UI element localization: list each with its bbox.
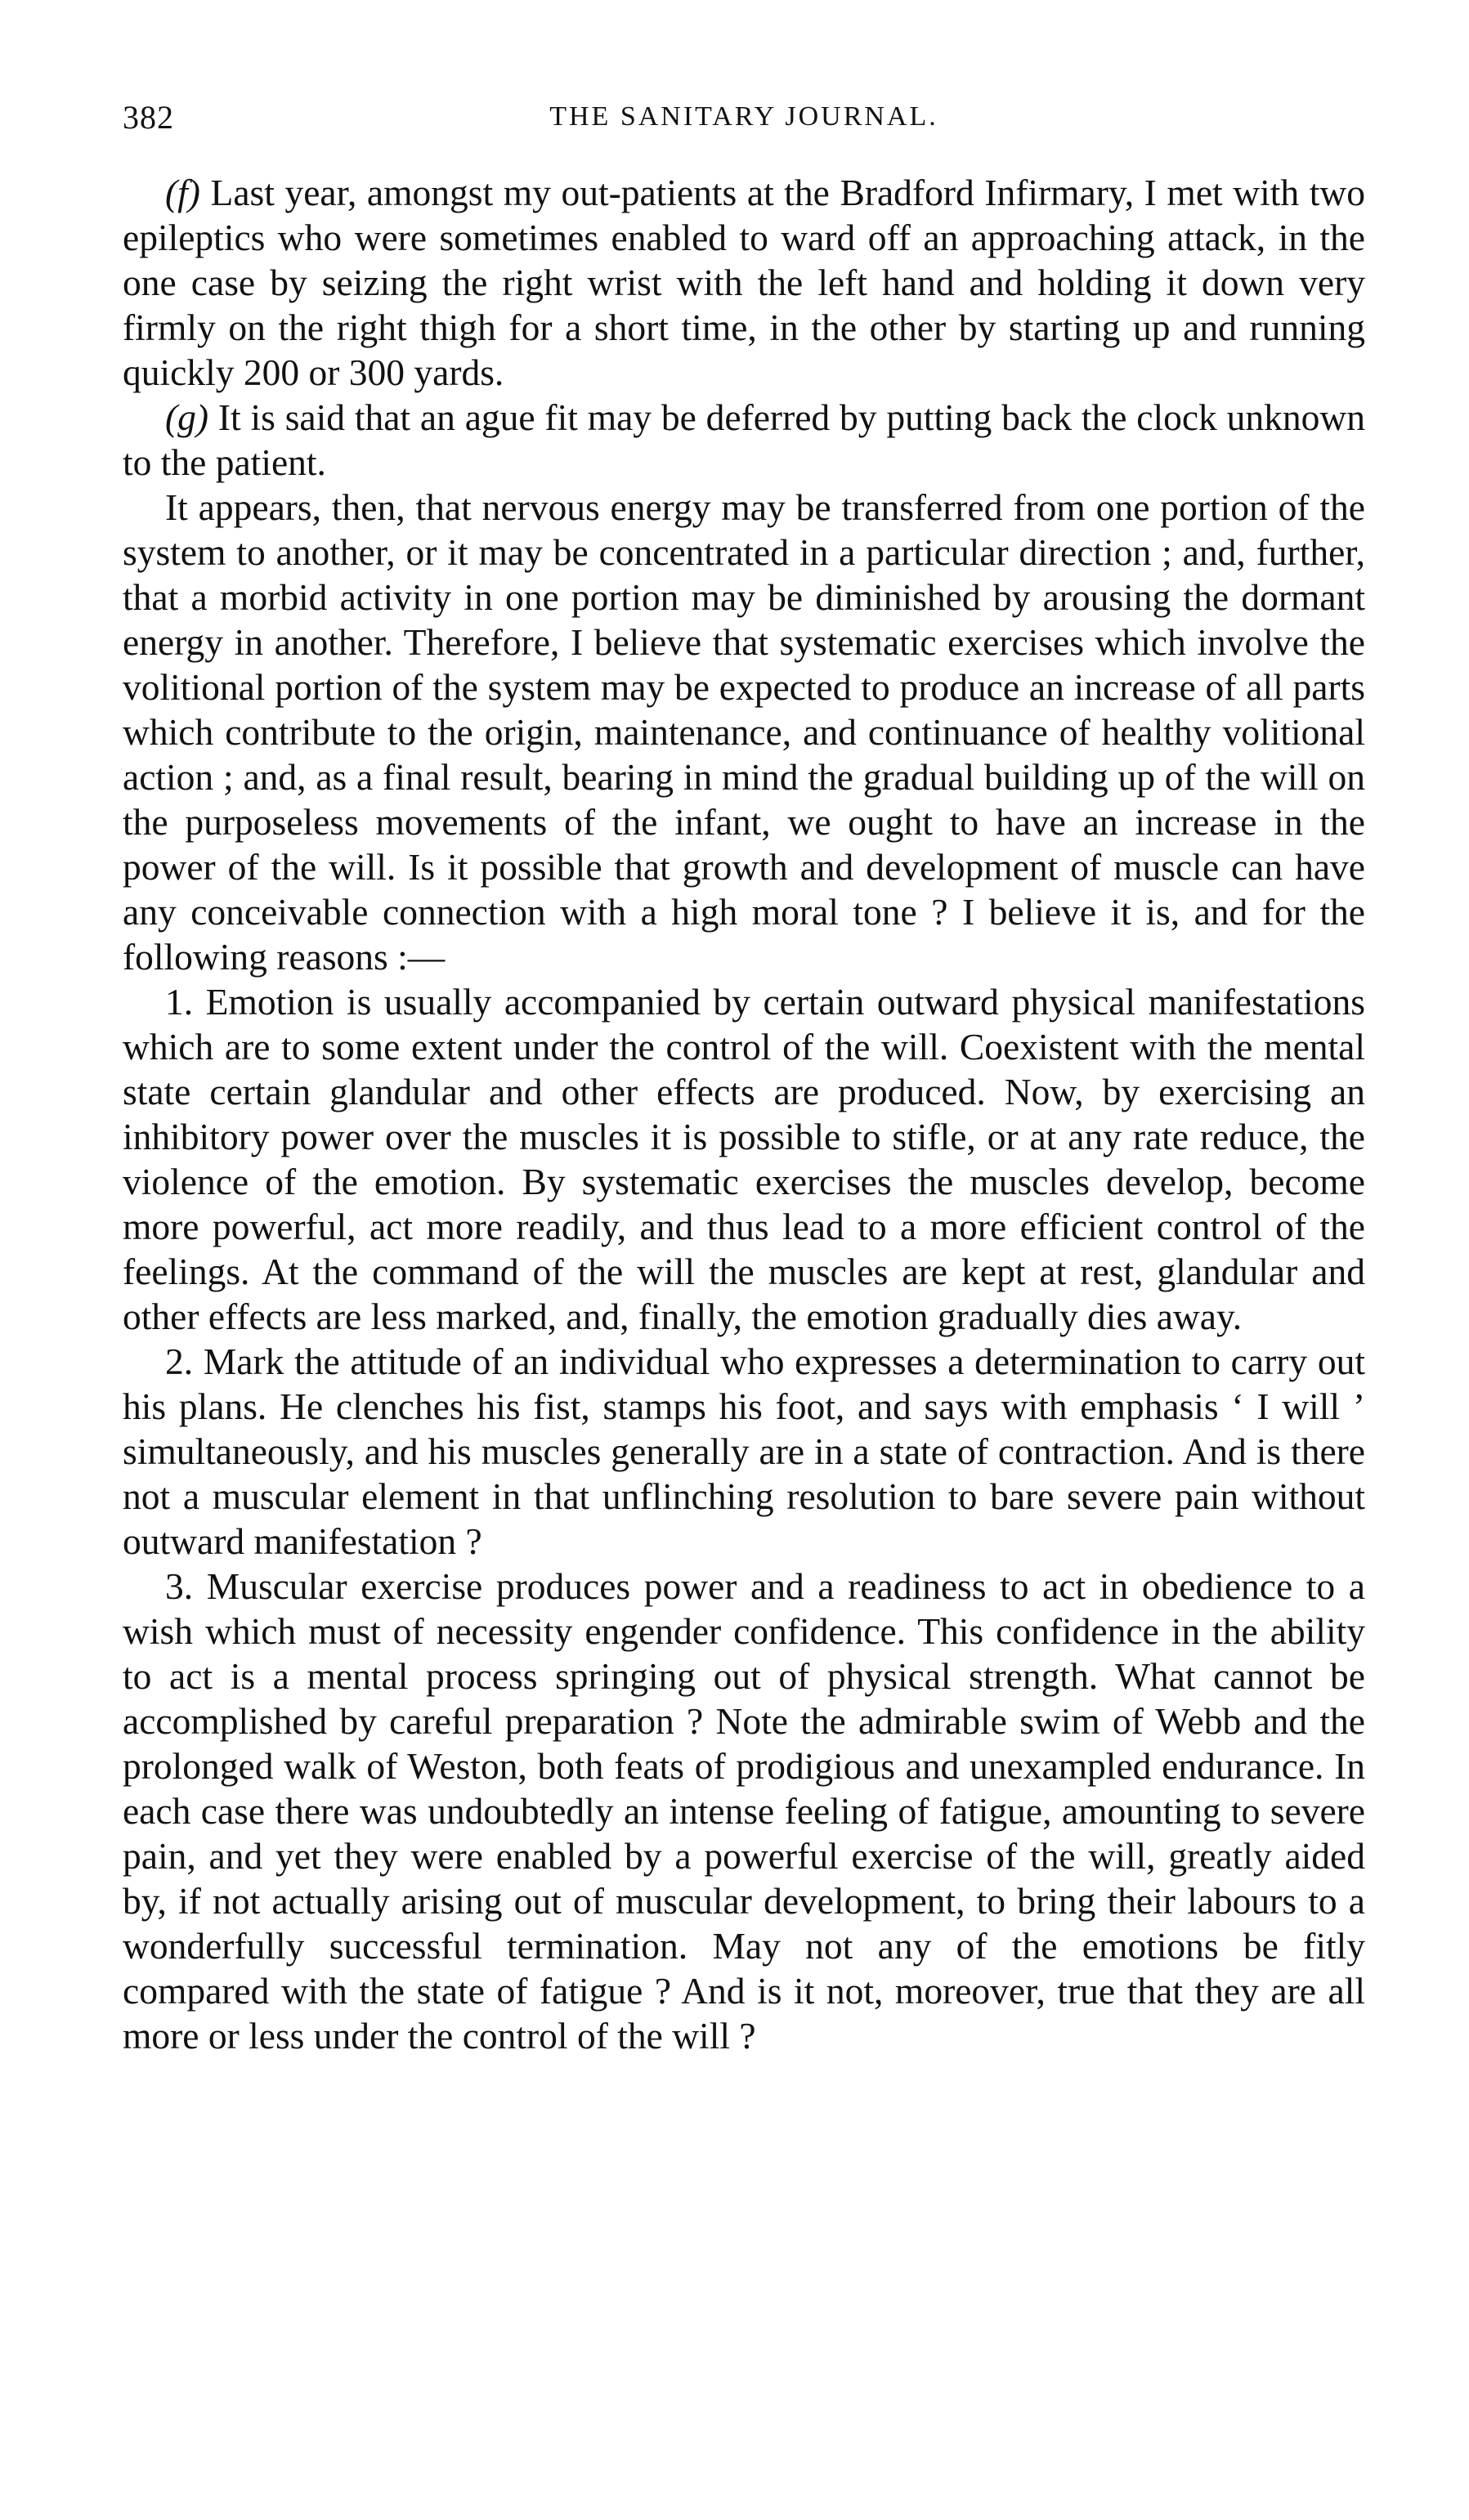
paragraph-f: [123, 170, 1365, 395]
paragraph-text: 2. Mark the attitude of an individual who expresses a determination to carry out his plans. He clenches his fist, stamps his foot, and says with emphasis ‘ I will ’ simultaneously, and his muscles generally are in a state of contraction. And is there not a muscular element in that unflinching resolution to bare severe pain without outward manifestation ?: [123, 1341, 1365, 1562]
paragraph-marker: (g): [165, 396, 209, 438]
running-head: [123, 98, 1365, 155]
paragraph-reason-2: [123, 1339, 1365, 1564]
paragraph-text: Last year, amongst my out-patients at the Bradford Infirmary, I met with two epileptics who were sometimes enabled to ward off an approaching attack, in the one case by seizing the right wrist with the left hand and holding it down very firmly on the right thigh for a short time, in the other by starting up and running quickly 200 or 300 yards.: [123, 172, 1365, 393]
journal-title: THE SANITARY JOURNAL.: [549, 101, 938, 132]
paragraph-text: 3. Muscular exercise produces power and a readiness to act in obedience to a wish which must of necessity engender confidence. This confidence in the ability to act is a mental process springing out of physical strength. What cannot be accomplished by careful preparation ? Note the admirable swim of Webb and the prolonged walk of Weston, both feats of prodigious and unexampled endurance. In each case there was undoubtedly an intense feeling of fatigue, amounting to severe pain, and yet they were enabled by a powerful exercise of the will, greatly aided by, if not actually arising out of muscular development, to bring their labours to a wonderfully successful termination. May not any of the emotions be fitly compared with the state of fatigue ? And is it not, moreover, true that they are all more or less under the control of the will ?: [123, 1565, 1365, 2057]
paragraph-text: It appears, then, that nervous energy may be transferred from one portion of the system to another, or it may be concentrated in a particular direction ; and, further, that a morbid activity in one portion may be diminished by arousing the dormant energy in another. Therefore, I believe that systematic exercises which involve the volitional portion of the system may be expected to produce an increase of all parts which contribute to the origin, maintenance, and continuance of healthy volitional action ; and, as a final result, bearing in mind the gradual building up of the will on the purposeless movements of the infant, we ought to have an increase in the power of the will. Is it possible that growth and development of muscle can have any conceivable connection with a high moral tone ? I believe it is, and for the following reasons :—: [123, 486, 1365, 978]
page-number: 382: [123, 99, 174, 136]
paragraph-g: [123, 395, 1365, 485]
paragraph-text: 1. Emotion is usually accompanied by certain outward physical manifestations which are to some extent under the control of the will. Coexistent with the mental state certain glandular and other effects are produced. Now, by exercising an inhibitory power over the muscles it is possible to stifle, or at any rate reduce, the violence of the emotion. By systematic exercises the muscles develop, become more powerful, act more readily, and thus lead to a more efficient control of the feelings. At the command of the will the muscles are kept at rest, glandular and other effects are less marked, and, finally, the emotion gradually dies away.: [123, 981, 1365, 1337]
body-text: [123, 170, 1365, 2058]
paragraph-reason-1: [123, 979, 1365, 1339]
paragraph-marker: (f): [165, 172, 200, 213]
document-page: [123, 98, 1365, 2058]
paragraph-reason-3: [123, 1564, 1365, 2058]
paragraph-nervous-energy: [123, 485, 1365, 979]
paragraph-text: It is said that an ague fit may be deferred by putting back the clock unknown to the patient.: [123, 396, 1365, 483]
